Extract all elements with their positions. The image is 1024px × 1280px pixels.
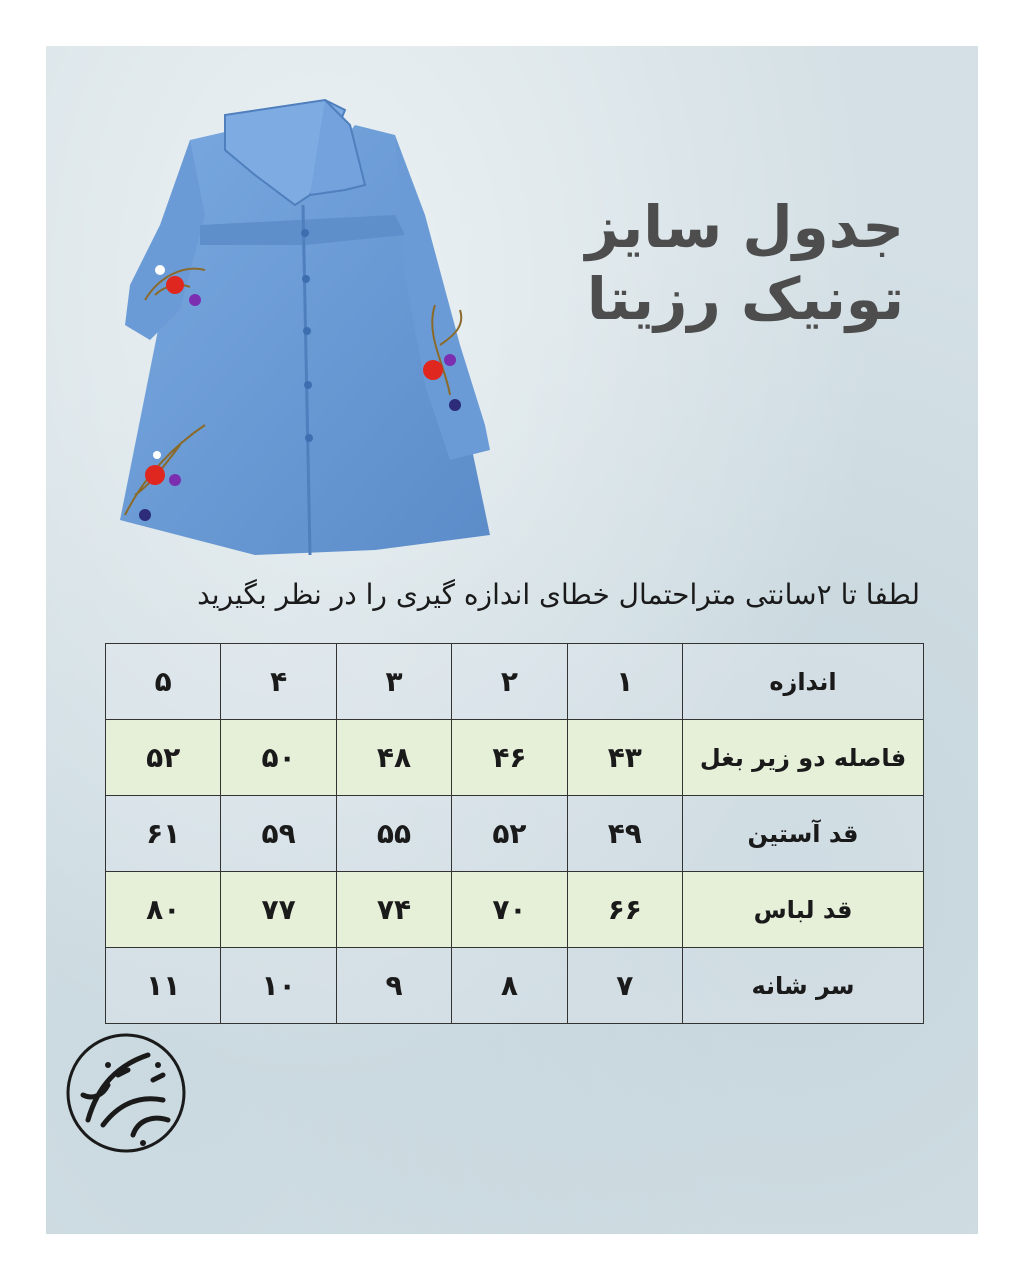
table-row [106, 796, 924, 872]
table-cell: ۵۰ [221, 720, 336, 796]
title-line-2: تونیک رزیتا [586, 265, 904, 333]
table-row [106, 720, 924, 796]
row-label: قد آستین [683, 796, 924, 872]
brand-logo-icon [58, 1025, 198, 1165]
measurement-note: لطفا تا ۲سانتی متراحتمال خطای اندازه گیری را در نظر بگیرید [197, 578, 920, 611]
table-row [106, 872, 924, 948]
table-cell: ۶۶ [567, 872, 682, 948]
table-cell: ۷۰ [452, 872, 567, 948]
size-cell: ۵ [106, 644, 221, 720]
table-cell: ۱۰ [221, 948, 336, 1024]
table-cell: ۴۶ [452, 720, 567, 796]
table-cell: ۹ [336, 948, 451, 1024]
table-cell: ۵۵ [336, 796, 451, 872]
size-cell: ۲ [452, 644, 567, 720]
table-cell: ۱۱ [106, 948, 221, 1024]
table-cell: ۵۲ [106, 720, 221, 796]
row-label: قد لباس [683, 872, 924, 948]
table-cell: ۷۷ [221, 872, 336, 948]
table-cell: ۸۰ [106, 872, 221, 948]
table-cell: ۸ [452, 948, 567, 1024]
table-cell: ۵۹ [221, 796, 336, 872]
row-label: سر شانه [683, 948, 924, 1024]
table-cell: ۴۹ [567, 796, 682, 872]
table-cell: ۷۴ [336, 872, 451, 948]
tunic-image [105, 95, 505, 565]
table-cell: ۷ [567, 948, 682, 1024]
size-table [105, 643, 924, 1024]
table-row [106, 948, 924, 1024]
size-cell: ۴ [221, 644, 336, 720]
title-line-1: جدول سایز [585, 193, 904, 261]
row-label: فاصله دو زیر بغل [683, 720, 924, 796]
table-cell: ۴۳ [567, 720, 682, 796]
table-cell: ۴۸ [336, 720, 451, 796]
table-cell: ۶۱ [106, 796, 221, 872]
size-cell: ۳ [336, 644, 451, 720]
table-header-row [106, 644, 924, 720]
table-cell: ۵۲ [452, 796, 567, 872]
header-label: اندازه [683, 644, 924, 720]
size-cell: ۱ [567, 644, 682, 720]
